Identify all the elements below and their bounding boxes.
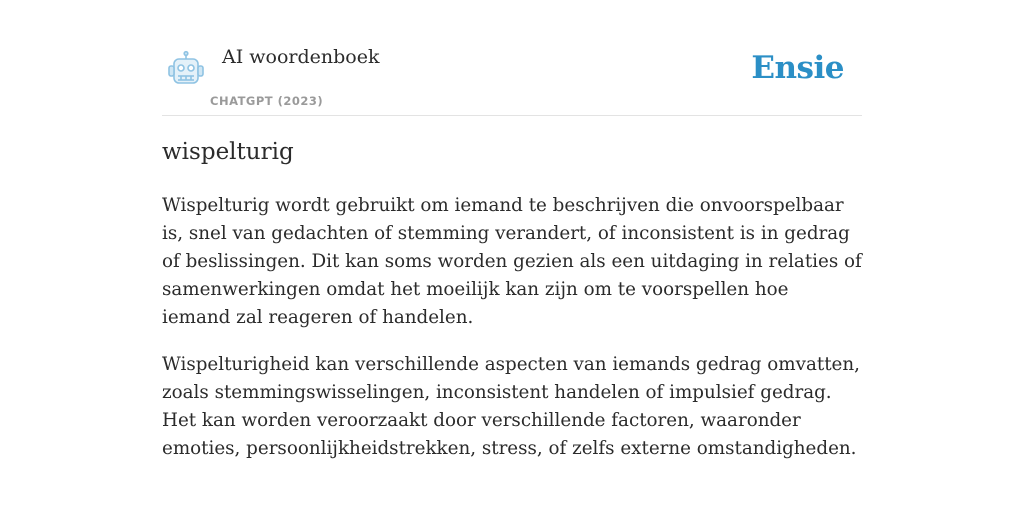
robot-icon [166,50,206,90]
dictionary-source: CHATGPT (2023) [210,94,324,108]
entry-word: wispelturig [162,139,294,165]
brand-logo-link[interactable]: Ensie [751,50,844,86]
card-header [162,0,862,116]
dictionary-title: AI woordenboek [222,46,380,68]
definition-paragraph: Wispelturigheid kan verschillende aspecten van iemands gedrag omvatten, zoals stemmingswisselingen, inconsistent handelen of impulsief gedrag. Het kan worden veroorzaakt door verschillende factoren, waaronder emoties, persoonlijkheidstrekken, stress, of zelfs externe omstandigheden. [162,354,860,459]
dictionary-card [162,0,862,459]
definition-paragraph: Wispelturig wordt gebruikt om iemand te beschrijven die onvoorspelbaar is, snel van gedachten of stemming verandert, of inconsistent is in gedrag of beslissingen. Dit kan soms worden gezien als een uitdaging in relaties of samenwerkingen omdat het moeilijk kan zijn om te voorspellen hoe iemand zal reageren of handelen. [162,195,862,328]
